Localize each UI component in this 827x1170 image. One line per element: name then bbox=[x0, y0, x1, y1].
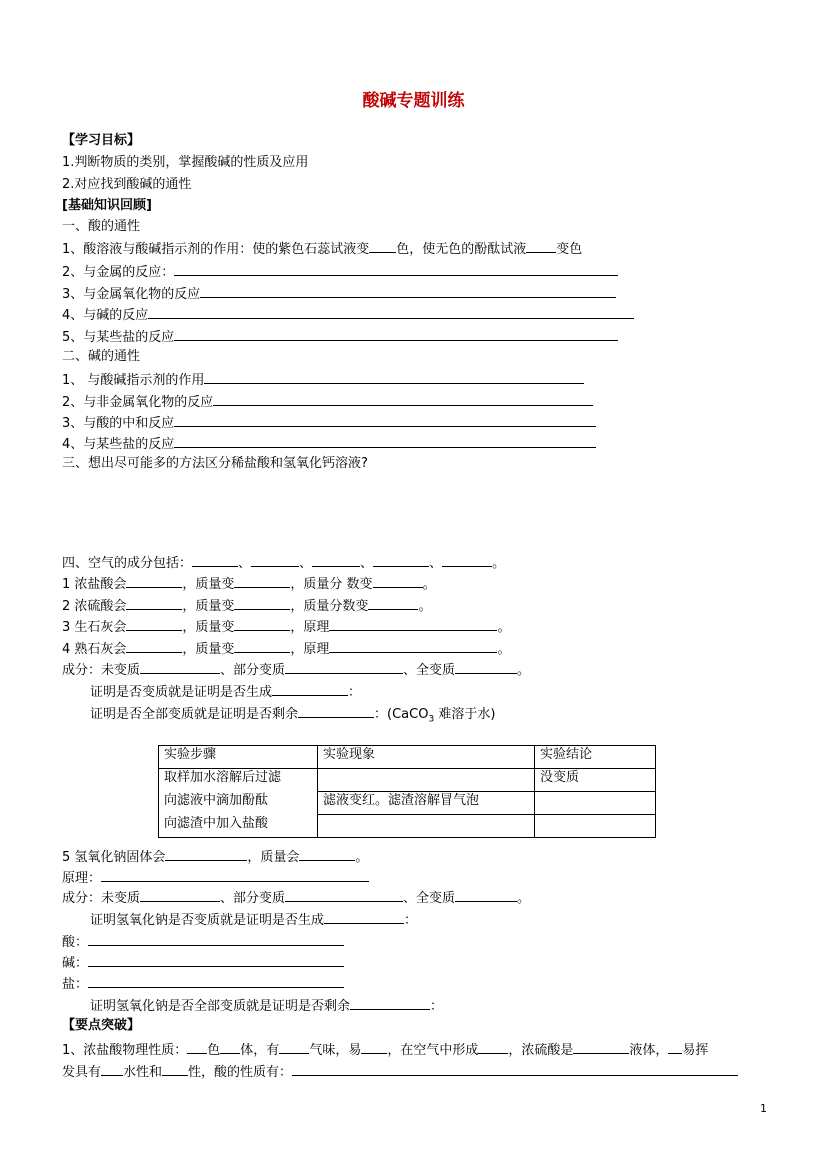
blank bbox=[200, 285, 616, 298]
header-conclusion: 实验结论 bbox=[535, 746, 656, 769]
question-3: 三、想出尽可能多的方法区分稀盐酸和氢氧化钙溶液? bbox=[62, 456, 368, 471]
composition-line bbox=[62, 661, 530, 679]
acid-line bbox=[62, 933, 344, 951]
item-h2so4-c: ，质量分数变 bbox=[290, 599, 369, 614]
goal-1: 1.判断物质的类别，掌握酸碱的性质及应用 bbox=[62, 155, 309, 170]
base-item-3-text: 3、与酸的中和反应 bbox=[62, 416, 175, 431]
item-hcl bbox=[62, 575, 436, 593]
period: 。 bbox=[517, 891, 531, 906]
item-caoh2-c: ，原理 bbox=[290, 642, 330, 657]
kp-a: 1、浓盐酸物理性质： bbox=[62, 1043, 188, 1058]
item-cao-c: ，原理 bbox=[290, 620, 330, 635]
separator: 、 bbox=[238, 556, 252, 571]
blank bbox=[126, 618, 182, 631]
acid-item-4 bbox=[62, 306, 634, 324]
table-row bbox=[159, 815, 656, 838]
subscript-3: 3 bbox=[428, 714, 435, 725]
blank bbox=[174, 328, 618, 341]
prove-fully-end: 难溶于水) bbox=[434, 707, 496, 722]
air-components bbox=[62, 554, 505, 572]
blank bbox=[234, 575, 290, 588]
blank bbox=[324, 911, 404, 924]
composition-b: 、部分变质 bbox=[220, 663, 286, 678]
blank bbox=[234, 597, 290, 610]
blank bbox=[174, 435, 596, 448]
blank bbox=[101, 869, 369, 882]
blank bbox=[204, 371, 584, 384]
period: 。 bbox=[418, 599, 432, 614]
base-heading: 二、碱的通性 bbox=[62, 349, 141, 364]
kp-b: 色 bbox=[207, 1043, 221, 1058]
blank bbox=[101, 1063, 123, 1076]
period: 。 bbox=[492, 556, 506, 571]
separator: 、 bbox=[429, 556, 443, 571]
prove-fully-text: 证明是否全部变质就是证明是否剩余 bbox=[90, 707, 299, 722]
period: 。 bbox=[497, 620, 511, 635]
air-components-text: 四、空气的成分包括： bbox=[62, 556, 193, 571]
prove-deteriorated-text: 证明是否变质就是证明是否生成 bbox=[90, 685, 273, 700]
header-step: 实验步骤 bbox=[159, 746, 318, 769]
key-point-1-cont bbox=[62, 1063, 738, 1081]
table-row bbox=[159, 769, 656, 792]
blank bbox=[88, 933, 344, 946]
section-key-points: 【要点突破】 bbox=[62, 1018, 141, 1033]
base-item-4 bbox=[62, 435, 596, 453]
acid-item-1 bbox=[62, 240, 582, 258]
blank bbox=[126, 575, 182, 588]
item-naoh-b: ，质量会 bbox=[247, 850, 300, 865]
phenomenon-cell: 滤液变红。滤渣溶解冒气泡 bbox=[318, 792, 535, 815]
blank bbox=[312, 554, 360, 567]
page-title: 酸碱专题训练 bbox=[362, 91, 465, 111]
blank bbox=[442, 554, 492, 567]
salt-line bbox=[62, 975, 344, 993]
kp-k: 性，酸的性质有： bbox=[188, 1065, 293, 1080]
blank bbox=[213, 393, 593, 406]
blank bbox=[573, 1041, 629, 1054]
page-number: 1 bbox=[760, 1102, 767, 1115]
table-row bbox=[159, 792, 656, 815]
composition-line-2 bbox=[62, 889, 530, 907]
blank bbox=[368, 597, 418, 610]
prove-naoh-full-text: 证明氢氧化钠是否全部变质就是证明是否剩余 bbox=[90, 999, 351, 1014]
section-basic-review: [基础知识回顾] bbox=[62, 198, 152, 213]
kp-g: 液体， bbox=[629, 1043, 669, 1058]
blank bbox=[279, 1041, 309, 1054]
blank bbox=[174, 414, 596, 427]
conclusion-cell: 没变质 bbox=[535, 769, 656, 792]
blank bbox=[88, 954, 344, 967]
blank bbox=[292, 1063, 738, 1076]
blank bbox=[140, 661, 220, 674]
acid-item-4-text: 4、与碱的反应 bbox=[62, 308, 149, 323]
separator: 、 bbox=[299, 556, 313, 571]
base-item-1 bbox=[62, 371, 584, 389]
item-cao-b: ，质量变 bbox=[182, 620, 235, 635]
blank bbox=[369, 240, 396, 253]
blank bbox=[455, 889, 517, 902]
blank bbox=[329, 618, 497, 631]
kp-c: 体，有 bbox=[240, 1043, 280, 1058]
item-hcl-c: ，质量分 数变 bbox=[290, 577, 373, 592]
composition-a: 成分：未变质 bbox=[62, 663, 141, 678]
kp-i: 发具有 bbox=[62, 1065, 102, 1080]
colon: ： bbox=[430, 999, 444, 1014]
kp-e: ，在空气中形成 bbox=[387, 1043, 479, 1058]
period: 。 bbox=[517, 663, 531, 678]
item-caoh2-b: ，质量变 bbox=[182, 642, 235, 657]
period: 。 bbox=[422, 577, 436, 592]
blank bbox=[140, 889, 220, 902]
conclusion-cell bbox=[535, 815, 656, 838]
base-item-2-text: 2、与非金属氧化物的反应 bbox=[62, 395, 214, 410]
blank bbox=[298, 705, 374, 718]
acid-item-5-text: 5、与某些盐的反应 bbox=[62, 330, 175, 345]
acid-item-2 bbox=[62, 263, 618, 281]
base-item-1-text: 1、 与酸碱指示剂的作用 bbox=[62, 373, 205, 388]
acid-item-3-text: 3、与金属氧化物的反应 bbox=[62, 287, 201, 302]
blank bbox=[526, 240, 556, 253]
blank bbox=[373, 575, 423, 588]
acid-item-1-text-a: 1、酸溶液与酸碱指示剂的作用：使的紫色石蕊试液变 bbox=[62, 242, 370, 257]
section-learning-goals: 【学习目标】 bbox=[62, 133, 141, 148]
kp-j: 水性和 bbox=[123, 1065, 163, 1080]
blank bbox=[234, 640, 290, 653]
blank bbox=[187, 1041, 207, 1054]
item-h2so4-b: ，质量变 bbox=[182, 599, 235, 614]
item-caoh2 bbox=[62, 640, 510, 658]
key-point-1 bbox=[62, 1041, 708, 1059]
period: 。 bbox=[355, 850, 369, 865]
item-naoh bbox=[62, 848, 368, 866]
blank bbox=[455, 661, 517, 674]
phenomenon-cell bbox=[318, 815, 535, 838]
acid-item-2-text: 2、与金属的反应： bbox=[62, 265, 175, 280]
blank bbox=[329, 640, 497, 653]
acid-item-5 bbox=[62, 328, 618, 346]
item-h2so4 bbox=[62, 597, 431, 615]
blank bbox=[192, 554, 238, 567]
blank bbox=[165, 848, 247, 861]
acid-item-3 bbox=[62, 285, 616, 303]
blank bbox=[162, 1063, 188, 1076]
blank bbox=[361, 1041, 387, 1054]
blank bbox=[126, 597, 182, 610]
acid-heading: 一、酸的通性 bbox=[62, 219, 141, 234]
prove-deteriorated bbox=[90, 683, 361, 701]
item-cao bbox=[62, 618, 510, 636]
kp-h: 易挥 bbox=[682, 1043, 709, 1058]
blank bbox=[126, 640, 182, 653]
phenomenon-cell bbox=[318, 769, 535, 792]
table-row bbox=[159, 746, 656, 769]
blank bbox=[373, 554, 429, 567]
kp-d: 气味，易 bbox=[309, 1043, 362, 1058]
composition-c: 、全变质 bbox=[403, 663, 456, 678]
step-cell: 向滤渣中加入盐酸 bbox=[159, 815, 318, 838]
acid-item-1-text-c: 变色 bbox=[556, 242, 583, 257]
principle-line bbox=[62, 869, 369, 887]
blank bbox=[148, 306, 634, 319]
item-caoh2-a: 4 熟石灰会 bbox=[62, 642, 127, 657]
blank bbox=[234, 618, 290, 631]
period: 。 bbox=[497, 642, 511, 657]
blank bbox=[285, 661, 403, 674]
blank bbox=[251, 554, 299, 567]
base-item-2 bbox=[62, 393, 593, 411]
principle-label: 原理： bbox=[62, 871, 102, 886]
blank bbox=[285, 889, 403, 902]
prove-naoh bbox=[90, 911, 417, 929]
base-item-4-text: 4、与某些盐的反应 bbox=[62, 437, 175, 452]
base-item-3 bbox=[62, 414, 596, 432]
blank bbox=[478, 1041, 508, 1054]
item-naoh-a: 5 氢氧化钠固体会 bbox=[62, 850, 166, 865]
colon: ： bbox=[404, 913, 418, 928]
header-phenomenon: 实验现象 bbox=[318, 746, 535, 769]
blank bbox=[299, 848, 355, 861]
salt-label: 盐： bbox=[62, 977, 89, 992]
conclusion-cell bbox=[535, 792, 656, 815]
composition-a: 成分：未变质 bbox=[62, 891, 141, 906]
acid-label: 酸： bbox=[62, 935, 89, 950]
separator: 、 bbox=[360, 556, 374, 571]
prove-fully-tail: ：(CaCO bbox=[374, 707, 429, 722]
base-line bbox=[62, 954, 344, 972]
composition-b: 、部分变质 bbox=[220, 891, 286, 906]
item-hcl-b: ，质量变 bbox=[182, 577, 235, 592]
prove-naoh-text: 证明氢氧化钠是否变质就是证明是否生成 bbox=[90, 913, 325, 928]
colon: ： bbox=[348, 685, 362, 700]
step-cell: 向滤液中滴加酚酞 bbox=[159, 792, 318, 815]
blank bbox=[88, 975, 344, 988]
blank bbox=[350, 997, 430, 1010]
blank bbox=[272, 683, 348, 696]
experiment-table bbox=[158, 745, 656, 838]
goal-2: 2.对应找到酸碱的通性 bbox=[62, 177, 192, 192]
item-h2so4-a: 2 浓硫酸会 bbox=[62, 599, 127, 614]
acid-item-1-text-b: 色，使无色的酚酞试液 bbox=[396, 242, 527, 257]
prove-naoh-full bbox=[90, 997, 443, 1015]
prove-fully-deteriorated bbox=[90, 705, 495, 728]
step-cell: 取样加水溶解后过滤 bbox=[159, 769, 318, 792]
base-label: 碱： bbox=[62, 956, 89, 971]
blank bbox=[668, 1041, 682, 1054]
item-hcl-a: 1 浓盐酸会 bbox=[62, 577, 127, 592]
item-cao-a: 3 生石灰会 bbox=[62, 620, 127, 635]
composition-c: 、全变质 bbox=[403, 891, 456, 906]
kp-f: ，浓硫酸是 bbox=[508, 1043, 574, 1058]
blank bbox=[220, 1041, 240, 1054]
blank bbox=[174, 263, 618, 276]
